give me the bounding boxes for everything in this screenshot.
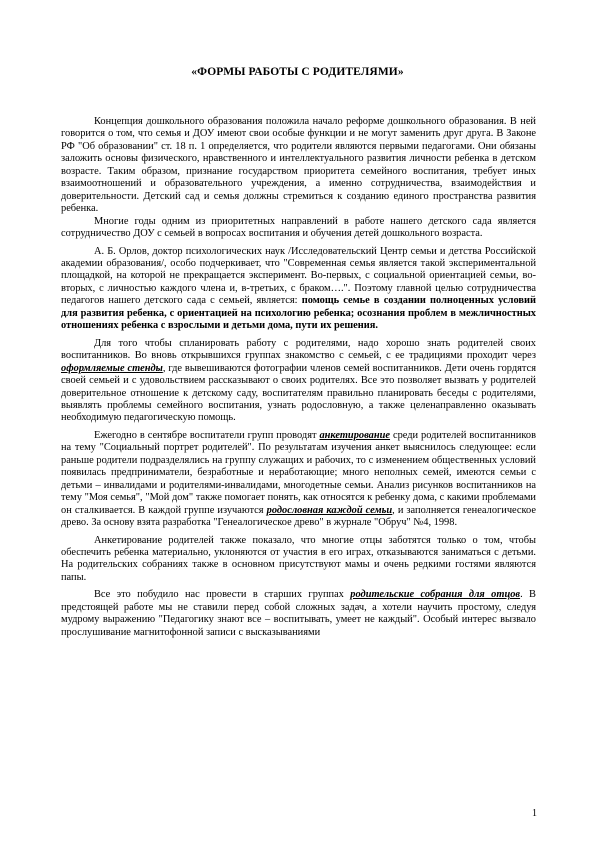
paragraph-orlov bbox=[61, 246, 536, 333]
paragraph-fathers bbox=[61, 535, 536, 585]
paragraph-text: среди родителей воспитанников на тему "Социальный портрет родителей". По результатам изучения анкет выяснилось следующее: если раньше родители подразделялись на группу служащих и рабочих, то с изменением общественных условий появилась предприниматели, безработные и неработающие; много неполных семей, имеются семьи с детьми – инвалидами и родителями-инвалидами, многодетные семьи. Анализ рисунков воспитанников на тему "Моя семья", "Мой дом" также помогает понять, как относятся к ребенку дома, с какими проблемами он сталкивается. В каждой группе изучаются bbox=[61, 429, 536, 516]
paragraph-survey bbox=[61, 430, 536, 530]
document-title: «ФОРМЫ РАБОТЫ С РОДИТЕЛЯМИ» bbox=[191, 66, 404, 78]
paragraph-priority bbox=[61, 216, 536, 241]
paragraph-text: Многие годы одним из приоритетных направлений в работе нашего детского сада является сотрудничество ДОУ с семьей в вопросах воспитания и обучения детей дошкольного возраста. bbox=[61, 215, 536, 240]
paragraph-text: Для того чтобы спланировать работу с родителями, надо хорошо знать родителей своих воспитанников. Во вновь открывшихся группах знакомство с семьей, с ее традициями проходит через bbox=[61, 337, 536, 362]
paragraph-text: Анкетирование родителей также показало, что многие отцы заботятся только о том, чтобы обеспечить ребенка материально, уклоняются от участия в его играх, отказываются заниматься с детьми. На родительских собраниях также в основном присутствуют мамы и очень редкими гостями являются папы. bbox=[61, 534, 536, 583]
bold-goal-text: помощь семье в создании полноценных условий для развития ребенка, с ориентацией на психологию ребенка; осознания проблем в межличностных отношениях ребенка с взрослыми и детьми дома, пути их решения. bbox=[61, 295, 536, 332]
paragraph-text: , и заполняется генеалогическое древо. За основу взята разработка "Генеалогическое древо" в журнале "Обруч" №4, 1998. bbox=[61, 504, 536, 529]
emphasis-survey: анкетирование bbox=[319, 429, 391, 441]
paragraph-text: Все это побудило нас провести в старших группах bbox=[94, 589, 351, 601]
paragraph-meetings bbox=[61, 589, 536, 639]
paragraph-text: . В предстоящей работе мы не ставили перед собой сложных задач, а хотели научить простому, следуя мудрому выражению "Педагогику знают все – воспитывать, умеет не каждый". Особый интерес вызвало прослушивание магнитофонной записи с высказываниями bbox=[61, 589, 536, 638]
emphasis-meetings: родительские собрания для отцов bbox=[350, 589, 521, 601]
document-body bbox=[61, 116, 536, 639]
paragraph-text: А. Б. Орлов, доктор психологических наук /Исследовательский Центр семьи и детства Российской академии образования/, особо подчеркивает, что "Современная семья является такой экспериментальной площадкой, на которой не прекращается эксперимент. Во-первых, с социальной ориентацией семьи, во-вторых, с личностью каждого члена и, в-третьих, с браком….". Поэтому главной целью сотрудничества педагогов нашего детского сада с семьей, является: bbox=[61, 245, 536, 307]
paragraph-concept bbox=[61, 116, 536, 216]
paragraph-stands bbox=[61, 338, 536, 425]
emphasis-stands: оформляемые стенды bbox=[61, 362, 163, 374]
paragraph-text: , где вывешиваются фотографии членов семей воспитанников. Дети очень гордятся своей семьей и с удовольствием рассказывают о своих родителях. Все это позволяет вызвать у родителей доверительное отношение к детскому саду, воспитателям правильно планировать беседы с родителями, выявлять проблемы семейного воспитания, узнать родословную, а также целенаправленно оказывать необходимую педагогическую помощь. bbox=[61, 362, 536, 424]
paragraph-text: Концепция дошкольного образования положила начало реформе дошкольного образования. В ней говорится о том, что семья и ДОУ имеют свои особые функции и не могут заменить друг друга. В Законе РФ "Об образовании" ст. 18 п. 1 определяется, что родители являются первыми педагогами. Они обязаны заложить основы физического, нравственного и интеллектуального развития личности ребенка в детском возрасте. Таким образом, признание государством приоритета семейного воспитания, требует иных взаимоотношений и образовательного учреждения, а именно сотрудничества, взаимодействия и доверительности. Детский сад и семья должны стремиться к созданию единого пространства развития ребенка. bbox=[61, 116, 536, 215]
emphasis-genealogy: родословная каждой семьи bbox=[266, 504, 393, 516]
paragraph-text: Ежегодно в сентябре воспитатели групп проводят bbox=[94, 429, 320, 441]
page-number: 1 bbox=[532, 808, 537, 819]
